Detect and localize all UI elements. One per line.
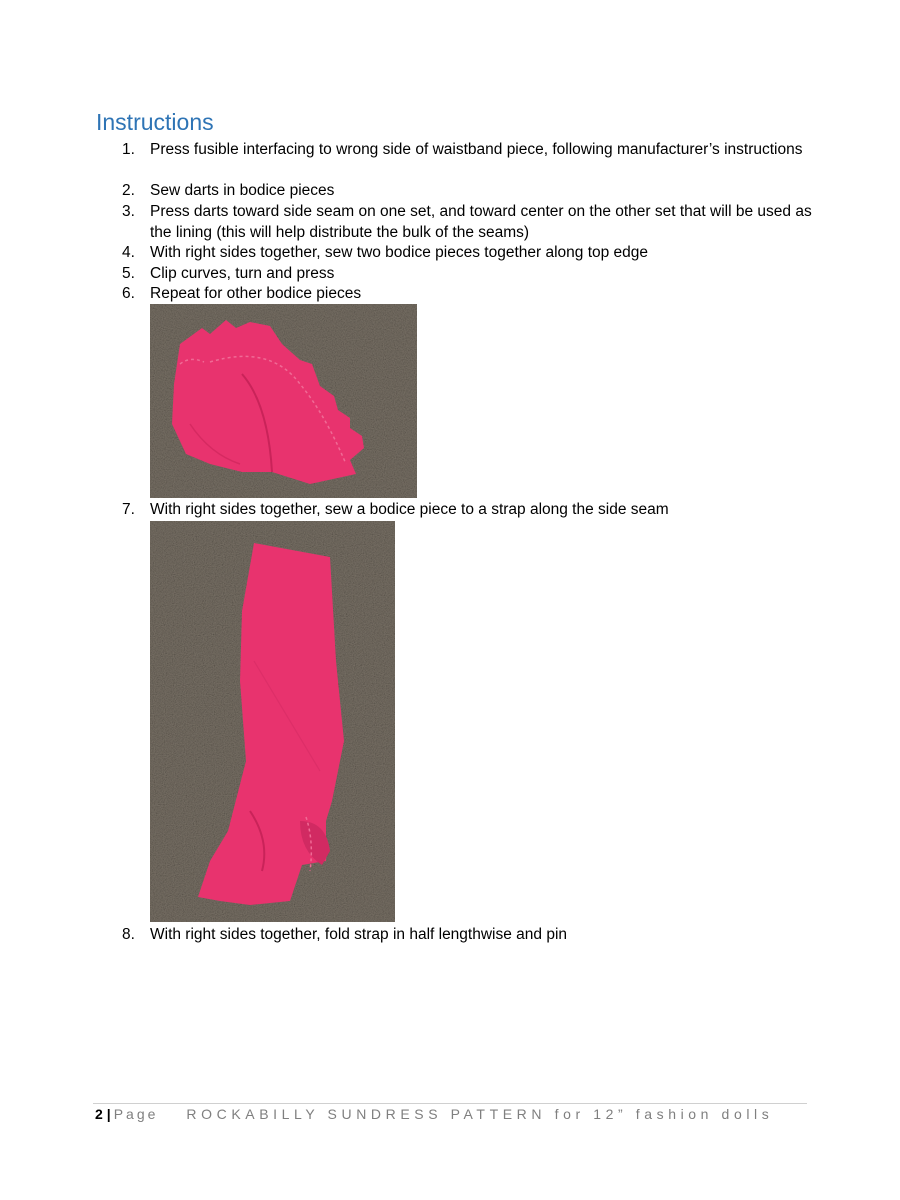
step-number: 1. [122, 141, 135, 158]
step-text: Clip curves, turn and press [150, 265, 335, 282]
page-footer [95, 1106, 773, 1122]
step-number: 4. [122, 244, 135, 261]
step-number: 7. [122, 501, 135, 518]
bodice-pieces-photo [150, 304, 417, 498]
step-number: 2. [122, 182, 135, 199]
step-number: 5. [122, 265, 135, 282]
step-text: Sew darts in bodice pieces [150, 182, 335, 199]
step-text: With right sides together, sew two bodice pieces together along top edge [150, 244, 649, 261]
bodice-strap-photo [150, 521, 395, 922]
step-text: Repeat for other bodice pieces [150, 285, 362, 302]
step-number: 3. [122, 203, 135, 220]
page-heading: Instructions [96, 109, 214, 135]
footer-divider [93, 1103, 807, 1104]
document-title: ROCKABILLY SUNDRESS PATTERN for 12” fashion dolls [186, 1106, 774, 1122]
step-number: 6. [122, 285, 135, 302]
page-number: 2 [95, 1106, 103, 1122]
step-text: Press fusible interfacing to wrong side of waistband piece, following manufacturer’s instructions [150, 141, 803, 158]
footer-separator: | [106, 1106, 111, 1122]
step-number: 8. [122, 926, 135, 943]
step-text: Press darts toward side seam on one set, and toward center on the other set that will be used as the lining (this will help distribute the bulk of the seams) [150, 203, 812, 241]
step-text: With right sides together, sew a bodice piece to a strap along the side seam [150, 501, 669, 518]
step-text: With right sides together, fold strap in half lengthwise and pin [150, 926, 568, 943]
page-label: Page [113, 1106, 159, 1122]
